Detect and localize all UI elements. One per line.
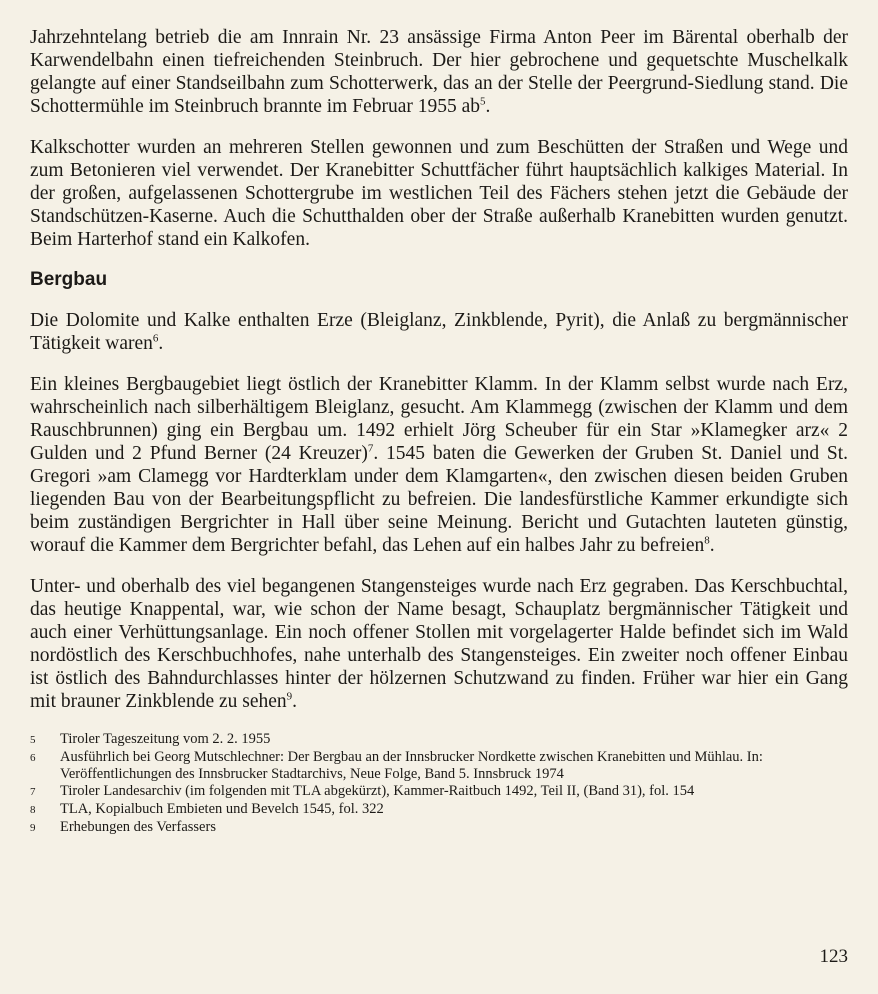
paragraph-erze: Die Dolomite und Kalke enthalten Erze (Bleiglanz, Zinkblende, Pyrit), die Anlaß zu bergmännischer Tätigkeit waren$^6$. bbox=[30, 310, 848, 354]
footnote-ref: 8 bbox=[704, 534, 710, 547]
footnote-ref: 5 bbox=[480, 95, 486, 108]
footnote: 8 TLA, Kopialbuch Embieten und Bevelch 1545, fol. 322 bbox=[30, 801, 384, 817]
footnote: 7 Tiroler Landesarchiv (im folgenden mit TLA abgekürzt), Kammer-Raitbuch 1492, Teil II, (Band 31), fol. 154 bbox=[30, 783, 695, 799]
footnote-ref: 9 bbox=[286, 690, 293, 703]
page-number: 123 bbox=[819, 946, 848, 967]
footnote: 5 Tiroler Tageszeitung vom 2. 2. 1955 bbox=[30, 731, 271, 747]
footnote: 9 Erhebungen des Verfassers bbox=[30, 819, 216, 835]
footnote-ref: 7 bbox=[367, 442, 374, 455]
paragraph-text: Die Dolomite und Kalke enthalten Erze (Bleiglanz, Zinkblende, Pyrit), die Anlaß zu bergmännischer Tätigkeit waren bbox=[30, 310, 848, 354]
paragraph-text: Ein kleines Bergbaugebiet liegt östlich der Kranebitter Klamm. In der Klamm selbst wurde nach Erz, wahrscheinlich nach silberhältigem Bleiglanz, gesucht. Am Klammegg (zwischen der Klamm und dem Rauschbrunnen) ging ein Bergbau um. 1492 erhielt Jörg Scheuber für ein Star »Klamegker arz« 2 Gulden und 2 Pfund Berner (24 Kreuzer) bbox=[30, 374, 848, 464]
footnotes bbox=[30, 731, 848, 837]
paragraph-bergbaugebiet: Ein kleines Bergbaugebiet liegt östlich der Kranebitter Klamm. In der Klamm selbst wurde nach Erz, wahrscheinlich nach silberhältigem Bleiglanz, gesucht. Am Klammegg (zwischen der Klamm und dem Rauschbrunnen) ging ein Bergbau um. 1492 erhielt Jörg Scheuber für ein Star »Klamegker arz« 2 Gulden und 2 Pfund Berner (24 Kreuzer)$^7$. 1545 baten die Gewerken der Gruben St. Daniel und St. Gregori »am Clamegg vor Hardterklam under dem Klamgarten«, den zwischen diesen beiden Gruben liegenden Bau von der Bearbeitungspflicht zu befreien. Die landesfürstliche Kammer erkundigte sich beim zuständigen Bergrichter in Hall über seine Meinung. Bericht und Gutachten lauteten günstig, worauf die Kammer dem Bergrichter befahl, das Lehen auf ein halbes Jahr zu befreien$^8$. bbox=[30, 374, 848, 556]
paragraph-text: Unter- und oberhalb des viel begangenen Stangensteiges wurde nach Erz gegraben. Das Kerschbuchtal, das heutige Knappental, war, wie schon der Name besagt, Schauplatz bergmännischer Tätigkeit und auch einer Verhüttungsanlage. Ein noch offener Stollen mit vorgelagerter Halde befindet sich im Wald nordöstlich des Kerschbuchhofes, nahe unterhalb des Stangensteiges. Ein zweiter noch offener Einbau ist östlich des Bahndurchlasses hinter der hölzernen Schutzwand zu finden. Früher war hier ein Gang mit brauner Zinkblende zu sehen bbox=[30, 576, 848, 712]
paragraph-kalkschotter bbox=[30, 136, 848, 251]
footnote: 6 Ausführlich bei Georg Mutschlechner: Der Bergbau an der Innsbrucker Nordkette zwischen Kranebitten und Mühlau. In: Veröffentlichungen des Innsbrucker Stadtarchivs, Neue Folge, Band 5. Innsbruck 1974 bbox=[30, 749, 763, 782]
paragraph-text: Kalkschotter wurden an mehreren Stellen gewonnen und zum Beschütten der Straßen und Wege und zum Betonieren viel verwendet. Der Kranebitter Schuttfächer führt hauptsächlich kalkiges Material. In der großen, aufgelassenen Schottergrube im westlichen Teil des Fächers stehen jetzt die Gebäude der Standschützen-Kaserne. Auch die Schutthalden ober der Straße außerhalb Kranebitten wurden genutzt. Beim Harterhof stand ein Kalkofen. bbox=[30, 137, 848, 250]
paragraph-text: 1545 baten die Gewerken der Gruben St. Daniel und St. Gregori »am Clamegg vor Hardterklam under dem Klamgarten«, den zwischen diesen beiden Gruben liegenden Bau von der Bearbeitungspflicht zu befreien. Die landesfürstliche Kammer erkundigte sich beim zuständigen Bergrichter in Hall über seine Meinung. Bericht und Gutachten lauteten günstig, worauf die Kammer dem Bergrichter befahl, das Lehen auf ein halbes Jahr zu befreien bbox=[30, 443, 848, 556]
footnote-ref: 6 bbox=[152, 332, 159, 345]
paragraph-stangensteig: Unter- und oberhalb des viel begangenen Stangensteiges wurde nach Erz gegraben. Das Kerschbuchtal, das heutige Knappental, war, wie schon der Name besagt, Schauplatz bergmännischer Tätigkeit und auch einer Verhüttungsanlage. Ein noch offener Stollen mit vorgelagerter Halde befindet sich im Wald nordöstlich des Kerschbuchhofes, nahe unterhalb des Stangensteiges. Ein zweiter noch offener Einbau ist östlich des Bahndurchlasses hinter der hölzernen Schutzwand zu finden. Früher war hier ein Gang mit brauner Zinkblende zu sehen$^9$. bbox=[30, 576, 848, 712]
paragraph-steinbruch: Jahrzehntelang betrieb die am Innrain Nr. 23 ansässige Firma Anton Peer im Bärental oberhalb der Karwendelbahn einen tiefreichenden Steinbruch. Der hier gebrochene und gequetschte Muschelkalk gelangte auf einer Standseilbahn zum Schotterwerk, das an der Stelle der Peergrund-Siedlung stand. Die Schottermühle im Steinbruch brannte im Februar 1955 $ab^5$. bbox=[30, 27, 848, 117]
paragraph-text: Jahrzehntelang betrieb die am Innrain Nr. 23 ansässige Firma Anton Peer im Bärental oberhalb der Karwendelbahn einen tiefreichenden Steinbruch. Der hier gebrochene und gequetschte Muschelkalk gelangte auf einer Standseilbahn zum Schotterwerk, das an der Stelle der Peergrund-Siedlung stand. Die Schottermühle im Steinbruch brannte im Februar 1955 ab bbox=[30, 27, 848, 117]
section-heading: Bergbau bbox=[30, 269, 108, 290]
